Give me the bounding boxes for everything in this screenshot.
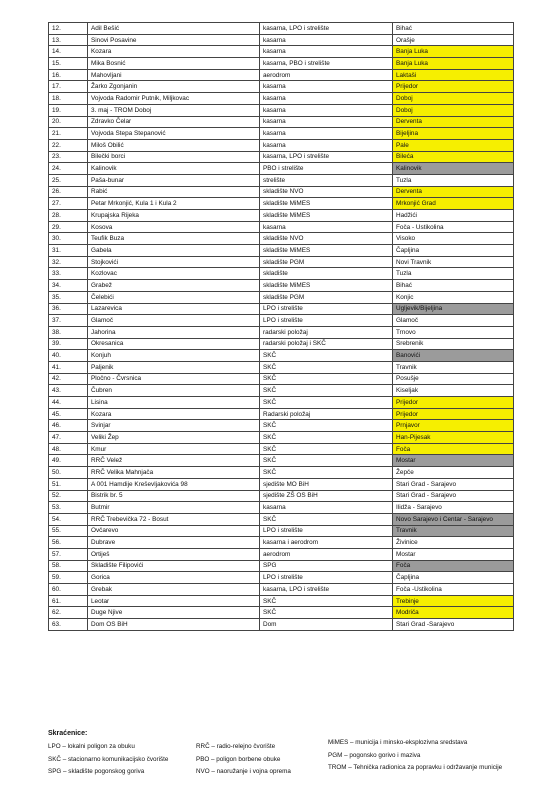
location-cell: Hadžići [393, 210, 514, 222]
table-row [49, 256, 514, 268]
site-type-cell: Dom [260, 619, 393, 631]
site-type-cell: LPO i strelište [260, 315, 393, 327]
row-number-cell: 59. [49, 572, 88, 584]
site-type-cell: aerodrom [260, 548, 393, 560]
site-name-cell: Kozara [88, 46, 260, 58]
row-number-cell: 15. [49, 58, 88, 70]
row-number-cell: 63. [49, 619, 88, 631]
site-type-cell: kasarna [260, 221, 393, 233]
row-number-cell: 29. [49, 221, 88, 233]
row-number-cell: 49. [49, 455, 88, 467]
site-name-cell: Veliki Žep [88, 432, 260, 444]
row-number-cell: 14. [49, 46, 88, 58]
row-number-cell: 53. [49, 502, 88, 514]
row-number-cell: 52. [49, 490, 88, 502]
site-type-cell: kasarna [260, 128, 393, 140]
table-row [49, 326, 514, 338]
location-cell: Kalinovik [393, 163, 514, 175]
site-type-cell: SKČ [260, 443, 393, 455]
site-name-cell: 3. maj - TROM Doboj [88, 104, 260, 116]
table-row [49, 186, 514, 198]
table-row [49, 139, 514, 151]
site-type-cell: kasarna [260, 116, 393, 128]
site-type-cell: SKČ [260, 432, 393, 444]
site-type-cell: kasarna [260, 139, 393, 151]
site-name-cell: Mika Bosnić [88, 58, 260, 70]
row-number-cell: 26. [49, 186, 88, 198]
row-number-cell: 61. [49, 595, 88, 607]
row-number-cell: 13. [49, 34, 88, 46]
site-name-cell: Gabela [88, 245, 260, 257]
table-row [49, 572, 514, 584]
location-cell: Visoko [393, 233, 514, 245]
row-number-cell: 33. [49, 268, 88, 280]
location-cell: Han-Pijesak [393, 432, 514, 444]
location-cell: Stari Grad - Sarajevo [393, 490, 514, 502]
table-row [49, 478, 514, 490]
abbreviation-rrc: RRČ – radio-relejno čvorište [196, 743, 276, 750]
location-cell: Čapljina [393, 245, 514, 257]
site-name-cell: Grebak [88, 584, 260, 596]
site-name-cell: Adil Bešić [88, 23, 260, 35]
site-type-cell: skladište PGM [260, 256, 393, 268]
site-name-cell: Čubren [88, 385, 260, 397]
row-number-cell: 32. [49, 256, 88, 268]
row-number-cell: 21. [49, 128, 88, 140]
location-cell: Foča [393, 443, 514, 455]
site-name-cell: Paljenik [88, 361, 260, 373]
site-name-cell: Kozlovac [88, 268, 260, 280]
site-name-cell: Kozara [88, 408, 260, 420]
location-cell: Bihać [393, 23, 514, 35]
location-cell: Foča -Ustikolina [393, 584, 514, 596]
row-number-cell: 16. [49, 69, 88, 81]
site-name-cell: Teufik Buza [88, 233, 260, 245]
row-number-cell: 51. [49, 478, 88, 490]
table-row [49, 291, 514, 303]
table-row [49, 513, 514, 525]
site-name-cell: RRČ Velika Mahnjača [88, 467, 260, 479]
location-cell: Kiseljak [393, 385, 514, 397]
site-name-cell: Bilečki borci [88, 151, 260, 163]
table-row [49, 34, 514, 46]
site-type-cell: strelište [260, 174, 393, 186]
site-type-cell: kasarna [260, 46, 393, 58]
location-cell: Banja Luka [393, 46, 514, 58]
row-number-cell: 17. [49, 81, 88, 93]
table-row [49, 502, 514, 514]
table-row [49, 595, 514, 607]
location-cell: Foča [393, 560, 514, 572]
site-type-cell: LPO i strelište [260, 525, 393, 537]
table-row [49, 315, 514, 327]
row-number-cell: 40. [49, 350, 88, 362]
site-type-cell: SKČ [260, 361, 393, 373]
table-row [49, 221, 514, 233]
location-cell: Travnik [393, 525, 514, 537]
site-type-cell: skladište PGM [260, 291, 393, 303]
location-cell: Živinice [393, 537, 514, 549]
table-row [49, 350, 514, 362]
site-type-cell: sjedište ZŠ OS BiH [260, 490, 393, 502]
site-name-cell: Glamoč [88, 315, 260, 327]
site-name-cell: Rabić [88, 186, 260, 198]
abbreviation-trom: TROM – Tehnička radionica za popravku i održavanje municije [328, 764, 503, 771]
site-type-cell: LPO i strelište [260, 303, 393, 315]
site-type-cell: radarski položaj [260, 326, 393, 338]
abbreviation-mimes: MiMES – municija i minsko-eksplozivna sredstava [328, 739, 468, 746]
table-row [49, 420, 514, 432]
location-cell: Bihać [393, 280, 514, 292]
site-name-cell: Žarko Zgonjanin [88, 81, 260, 93]
site-name-cell: Miloš Obilić [88, 139, 260, 151]
site-type-cell: Radarski položaj [260, 408, 393, 420]
location-cell: Mrkonjić Grad [393, 198, 514, 210]
site-type-cell: skladište MiMES [260, 210, 393, 222]
table-row [49, 607, 514, 619]
row-number-cell: 19. [49, 104, 88, 116]
site-name-cell: Kalinovik [88, 163, 260, 175]
table-row [49, 245, 514, 257]
site-name-cell: Gorica [88, 572, 260, 584]
row-number-cell: 60. [49, 584, 88, 596]
site-name-cell: Jahorina [88, 326, 260, 338]
location-cell: Stari Grad - Sarajevo [393, 478, 514, 490]
location-cell: Mostar [393, 455, 514, 467]
row-number-cell: 24. [49, 163, 88, 175]
site-type-cell: sjedište MO BiH [260, 478, 393, 490]
site-name-cell: Paša-bunar [88, 174, 260, 186]
row-number-cell: 25. [49, 174, 88, 186]
site-type-cell: skladište MiMES [260, 280, 393, 292]
row-number-cell: 45. [49, 408, 88, 420]
location-cell: Bijeljina [393, 128, 514, 140]
site-name-cell: RRČ Trebevička 72 - Bosut [88, 513, 260, 525]
row-number-cell: 31. [49, 245, 88, 257]
abbreviations-column-3 [328, 737, 502, 775]
location-cell: Tuzla [393, 268, 514, 280]
location-cell: Foča - Ustikolina [393, 221, 514, 233]
table-row [49, 163, 514, 175]
row-number-cell: 56. [49, 537, 88, 549]
site-type-cell: kasarna [260, 93, 393, 105]
row-number-cell: 37. [49, 315, 88, 327]
row-number-cell: 30. [49, 233, 88, 245]
table-row [49, 455, 514, 467]
site-name-cell: Dom OS BiH [88, 619, 260, 631]
table-row [49, 93, 514, 105]
location-cell: Stari Grad -Sarajevo [393, 619, 514, 631]
site-name-cell: Čelebići [88, 291, 260, 303]
row-number-cell: 44. [49, 397, 88, 409]
table-row [49, 151, 514, 163]
site-type-cell: skladište NVO [260, 186, 393, 198]
site-name-cell: Krupajska Rijeka [88, 210, 260, 222]
site-type-cell: kasarna [260, 81, 393, 93]
site-name-cell: Mahovljani [88, 69, 260, 81]
site-name-cell: RRČ Velež [88, 455, 260, 467]
site-type-cell: SKČ [260, 455, 393, 467]
site-type-cell: skladište MiMES [260, 245, 393, 257]
site-type-cell: PBO i strelište [260, 163, 393, 175]
row-number-cell: 41. [49, 361, 88, 373]
table-row [49, 81, 514, 93]
table-row [49, 548, 514, 560]
row-number-cell: 50. [49, 467, 88, 479]
location-cell: Prijedor [393, 397, 514, 409]
location-cell: Banja Luka [393, 58, 514, 70]
table-row [49, 116, 514, 128]
site-name-cell: Sinovi Posavine [88, 34, 260, 46]
site-type-cell: SPG [260, 560, 393, 572]
site-name-cell: Bistrik br. 5 [88, 490, 260, 502]
location-cell: Doboj [393, 93, 514, 105]
table-row [49, 198, 514, 210]
location-cell: Travnik [393, 361, 514, 373]
table-row [49, 537, 514, 549]
table-row [49, 432, 514, 444]
table-row [49, 268, 514, 280]
row-number-cell: 38. [49, 326, 88, 338]
location-cell: Banovići [393, 350, 514, 362]
site-type-cell: kasarna [260, 502, 393, 514]
site-type-cell: skladište NVO [260, 233, 393, 245]
row-number-cell: 62. [49, 607, 88, 619]
site-type-cell: skladište MiMES [260, 198, 393, 210]
site-name-cell: Lisina [88, 397, 260, 409]
table-row [49, 373, 514, 385]
abbreviations-column-1 [48, 741, 168, 779]
row-number-cell: 20. [49, 116, 88, 128]
site-name-cell: Vojvoda Radomir Putnik, Miljkovac [88, 93, 260, 105]
site-name-cell: Ortiješ [88, 548, 260, 560]
row-number-cell: 22. [49, 139, 88, 151]
site-name-cell: Okresanica [88, 338, 260, 350]
location-cell: Žepče [393, 467, 514, 479]
location-cell: Derventa [393, 186, 514, 198]
site-name-cell: Skladište Filipovići [88, 560, 260, 572]
row-number-cell: 36. [49, 303, 88, 315]
row-number-cell: 39. [49, 338, 88, 350]
site-type-cell: SKČ [260, 350, 393, 362]
location-cell: Posušje [393, 373, 514, 385]
site-name-cell: Dubrave [88, 537, 260, 549]
table-row [49, 280, 514, 292]
table-row [49, 23, 514, 35]
table-row [49, 490, 514, 502]
abbreviation-pbo: PBO – poligon borbene obuke [196, 755, 281, 763]
row-number-cell: 54. [49, 513, 88, 525]
site-type-cell: SKČ [260, 513, 393, 525]
table-row [49, 303, 514, 315]
row-number-cell: 57. [49, 548, 88, 560]
location-cell: Pale [393, 139, 514, 151]
location-cell: Doboj [393, 104, 514, 116]
location-cell: Tuzla [393, 174, 514, 186]
site-type-cell: SKČ [260, 385, 393, 397]
site-type-cell: kasarna, LPO i strelište [260, 23, 393, 35]
site-type-cell: SKČ [260, 397, 393, 409]
location-cell: Ugljevik/Bijeljina [393, 303, 514, 315]
site-type-cell: kasarna, PBO i strelište [260, 58, 393, 70]
site-name-cell: Konjuh [88, 350, 260, 362]
location-cell: Novi Travnik [393, 256, 514, 268]
site-name-cell: Zdravko Čelar [88, 116, 260, 128]
table-row [49, 174, 514, 186]
table-row [49, 69, 514, 81]
table-row [49, 619, 514, 631]
site-type-cell: SKČ [260, 595, 393, 607]
site-type-cell: SKČ [260, 373, 393, 385]
table-row [49, 525, 514, 537]
location-cell: Mostar [393, 548, 514, 560]
row-number-cell: 35. [49, 291, 88, 303]
location-cell: Laktaši [393, 69, 514, 81]
site-name-cell: Svinjar [88, 420, 260, 432]
site-name-cell: Butmir [88, 502, 260, 514]
site-name-cell: Stojkovići [88, 256, 260, 268]
site-name-cell: Grabež [88, 280, 260, 292]
table-row [49, 58, 514, 70]
sites-table [48, 22, 514, 631]
location-cell: Glamoč [393, 315, 514, 327]
location-cell: Bileća [393, 151, 514, 163]
location-cell: Prijedor [393, 81, 514, 93]
table-row [49, 560, 514, 572]
site-type-cell: radarski položaj i SKČ [260, 338, 393, 350]
abbreviation-pgm: PGM – pogonsko gorivo i maziva [328, 751, 421, 759]
table-row [49, 397, 514, 409]
site-type-cell: skladište [260, 268, 393, 280]
site-type-cell: kasarna, LPO i strelište [260, 584, 393, 596]
abbreviation-skc: SKČ – stacionarno komunikacijsko čvorište [48, 755, 169, 763]
site-type-cell: LPO i strelište [260, 572, 393, 584]
site-type-cell: SKČ [260, 607, 393, 619]
location-cell: Čapljina [393, 572, 514, 584]
abbreviation-lpo: LPO – lokalni poligon za obuku [48, 743, 135, 750]
sites-table-body [49, 23, 514, 631]
site-type-cell: kasarna [260, 104, 393, 116]
row-number-cell: 12. [49, 23, 88, 35]
row-number-cell: 28. [49, 210, 88, 222]
row-number-cell: 47. [49, 432, 88, 444]
location-cell: Trnovo [393, 326, 514, 338]
location-cell: Orašje [393, 34, 514, 46]
location-cell: Novo Sarajevo i Centar - Sarajevo [393, 513, 514, 525]
site-type-cell: SKČ [260, 467, 393, 479]
table-row [49, 385, 514, 397]
row-number-cell: 23. [49, 151, 88, 163]
site-type-cell: aerodrom [260, 69, 393, 81]
location-cell: Modriča [393, 607, 514, 619]
location-cell: Prijedor [393, 408, 514, 420]
row-number-cell: 34. [49, 280, 88, 292]
table-row [49, 210, 514, 222]
row-number-cell: 42. [49, 373, 88, 385]
table-row [49, 361, 514, 373]
site-name-cell: Lazarevica [88, 303, 260, 315]
row-number-cell: 46. [49, 420, 88, 432]
site-name-cell: Kmur [88, 443, 260, 455]
site-name-cell: A 001 Hamdije Kreševljakovića 98 [88, 478, 260, 490]
table-row [49, 467, 514, 479]
site-type-cell: kasarna [260, 34, 393, 46]
site-name-cell: Leotar [88, 595, 260, 607]
row-number-cell: 27. [49, 198, 88, 210]
abbreviation-nvo: NVO – naoružanje i vojna oprema [196, 768, 291, 775]
row-number-cell: 18. [49, 93, 88, 105]
location-cell: Trebinje [393, 595, 514, 607]
location-cell: Srebrenik [393, 338, 514, 350]
table-row [49, 46, 514, 58]
site-name-cell: Vojvoda Stepa Stepanović [88, 128, 260, 140]
table-row [49, 443, 514, 455]
site-name-cell: Ovčarevo [88, 525, 260, 537]
location-cell: Derventa [393, 116, 514, 128]
table-row [49, 233, 514, 245]
site-name-cell: Pločno - Čvrsnica [88, 373, 260, 385]
abbreviation-spg: SPG – skladište pogonskog goriva [48, 768, 145, 775]
site-name-cell: Duge Njive [88, 607, 260, 619]
location-cell: Prnjavor [393, 420, 514, 432]
table-row [49, 338, 514, 350]
row-number-cell: 55. [49, 525, 88, 537]
row-number-cell: 58. [49, 560, 88, 572]
location-cell: Ilidža - Sarajevo [393, 502, 514, 514]
table-row [49, 128, 514, 140]
abbreviations-title: Skraćenice: [48, 730, 88, 737]
site-name-cell: Kosova [88, 221, 260, 233]
table-row [49, 408, 514, 420]
table-row [49, 584, 514, 596]
site-type-cell: kasarna, LPO i strelište [260, 151, 393, 163]
row-number-cell: 43. [49, 385, 88, 397]
site-type-cell: SKČ [260, 420, 393, 432]
table-row [49, 104, 514, 116]
location-cell: Konjic [393, 291, 514, 303]
site-name-cell: Petar Mrkonjić, Kula 1 i Kula 2 [88, 198, 260, 210]
site-type-cell: kasarna i aerodrom [260, 537, 393, 549]
abbreviations-column-2 [196, 741, 291, 779]
row-number-cell: 48. [49, 443, 88, 455]
